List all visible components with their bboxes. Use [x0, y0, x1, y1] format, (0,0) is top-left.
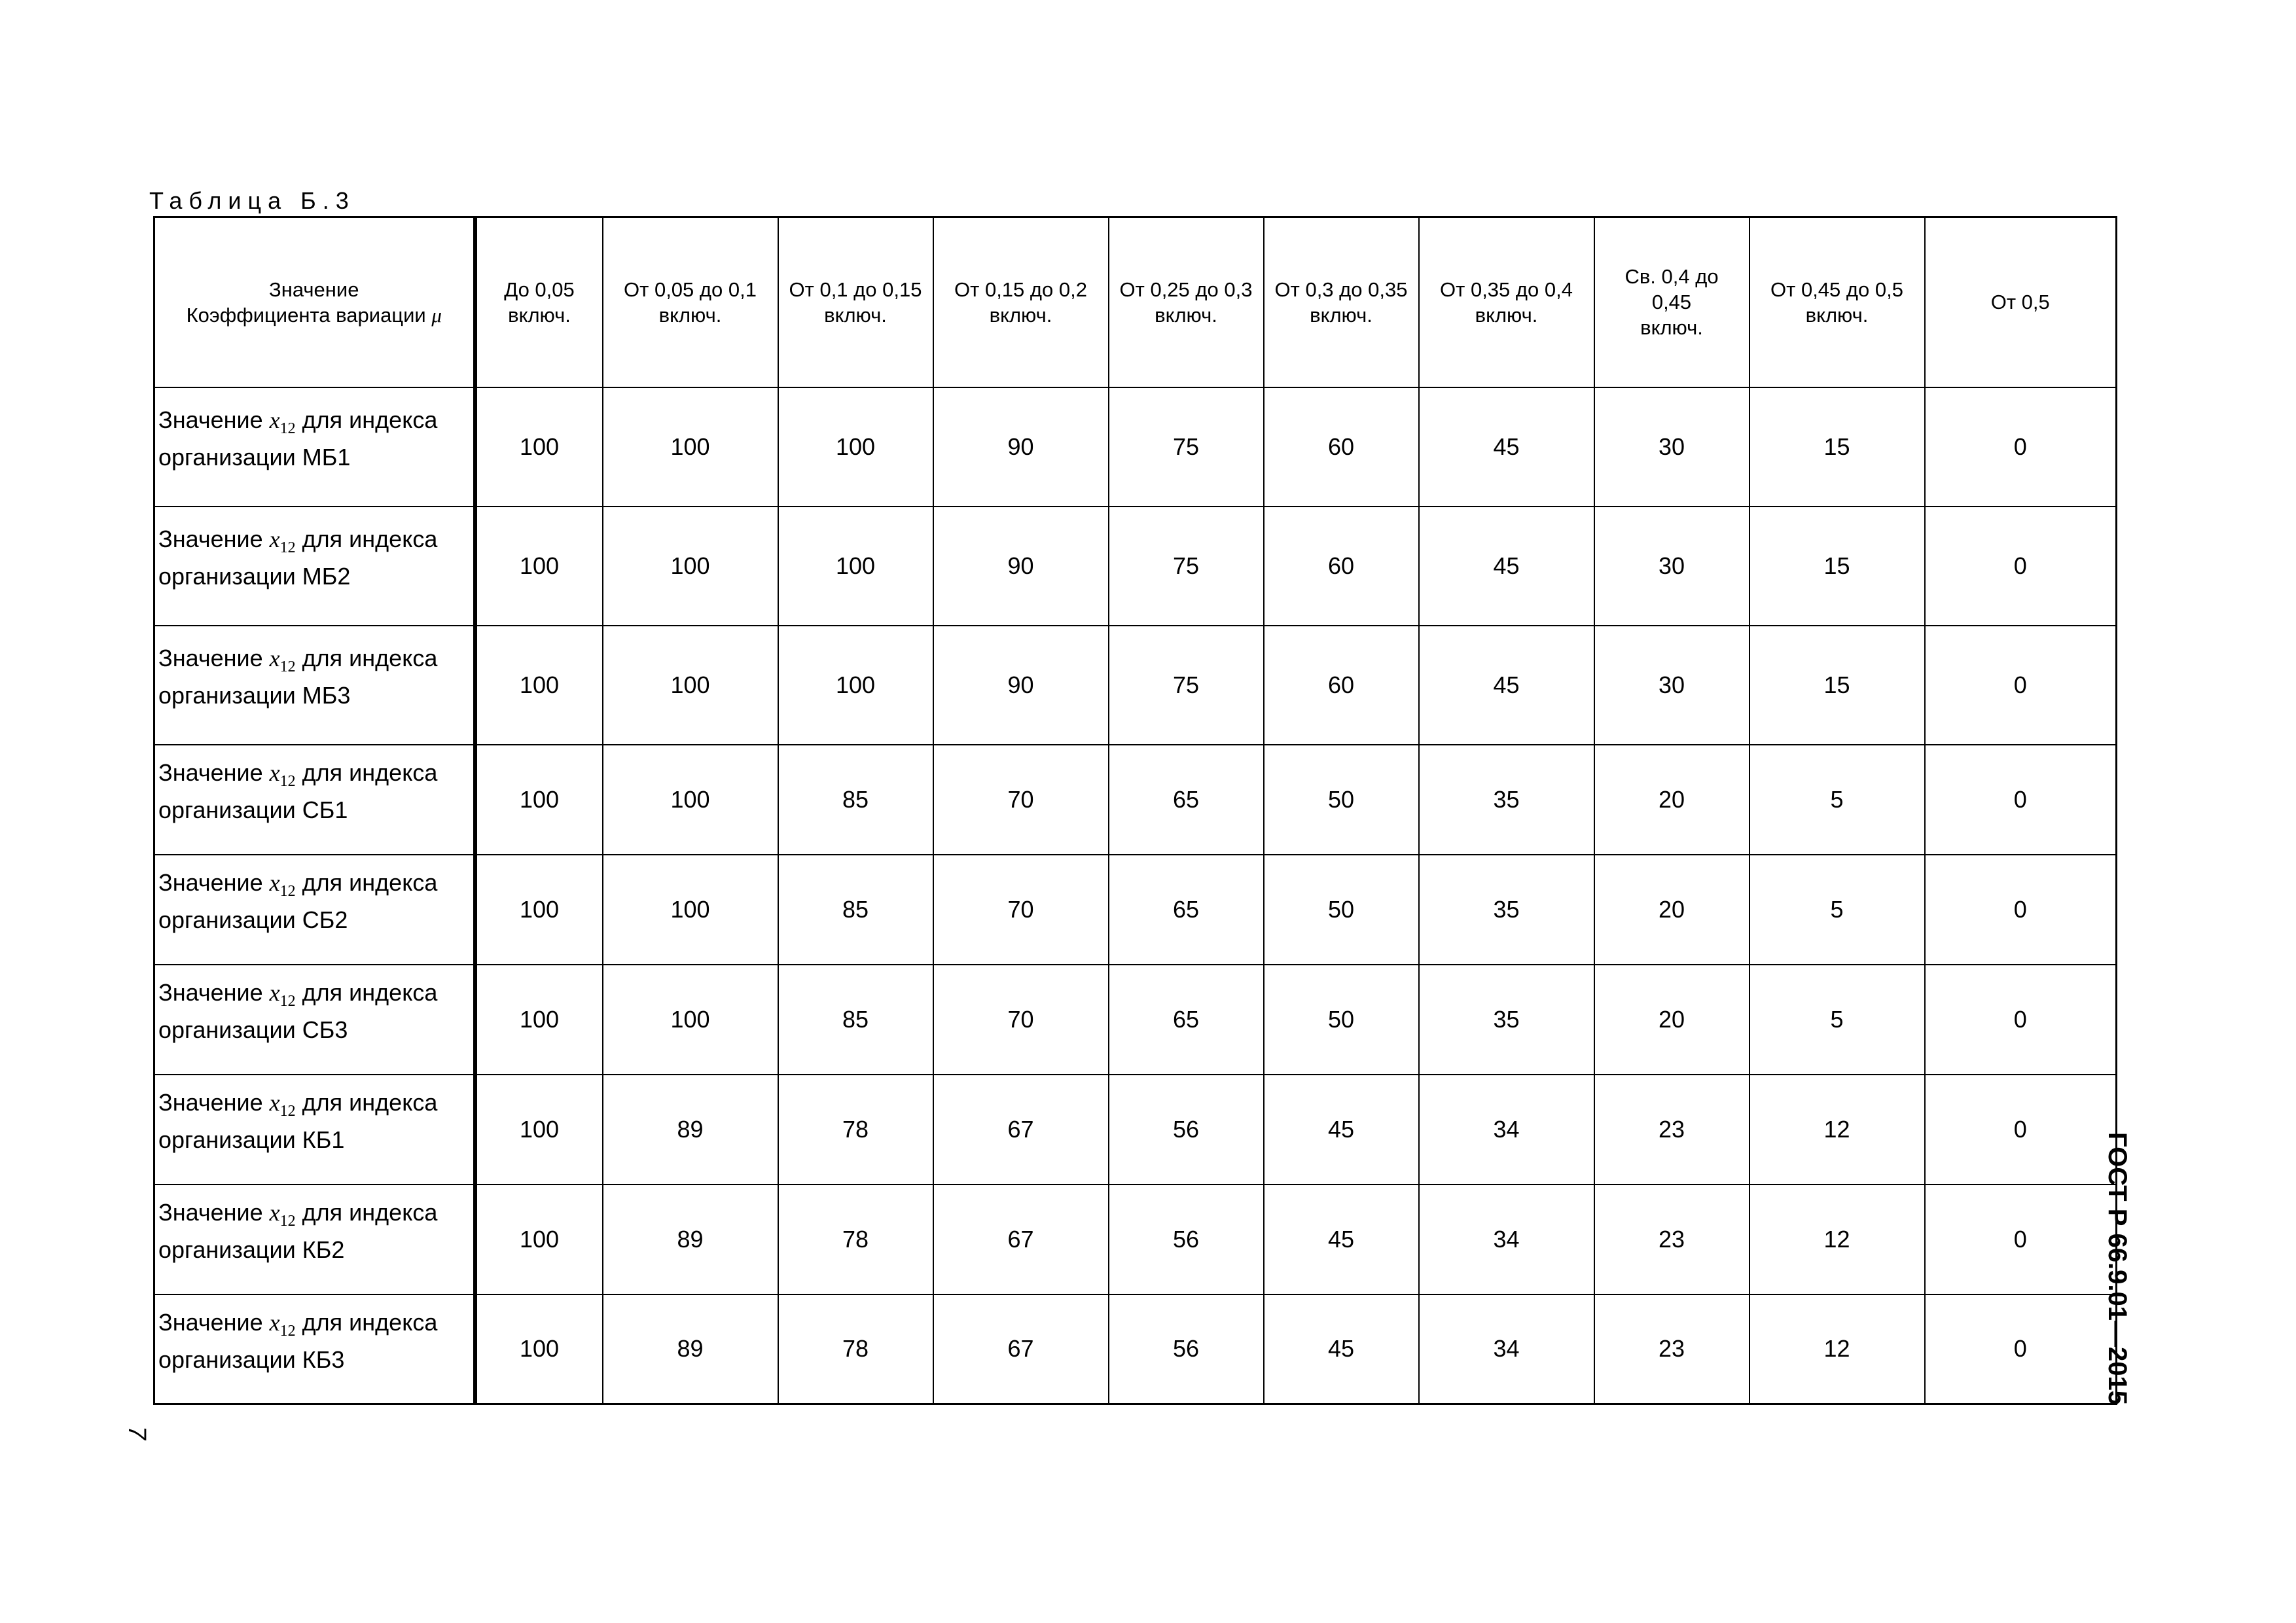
column-header-line2: включ. [989, 303, 1052, 327]
column-header-6 [1264, 217, 1419, 387]
row-label-prefix: Значение [158, 644, 263, 671]
column-header-line3: включ. [1640, 316, 1703, 340]
row-label-line1 [158, 1088, 473, 1126]
column-header-3 [778, 217, 933, 387]
variable-x: x [269, 759, 280, 786]
row-label-prefix: Значение [158, 1198, 263, 1226]
row-label-cell [154, 387, 475, 507]
value-cell: 45 [1419, 387, 1594, 507]
column-header-line1: От 0,15 до 0,2 [954, 277, 1087, 301]
value-cell: 100 [475, 626, 603, 745]
variable-subscript: 12 [279, 420, 296, 438]
row-label-variable [269, 869, 296, 901]
row-org-code: КБ1 [302, 1126, 345, 1154]
value-cell: 0 [1925, 745, 2117, 855]
table-row [154, 965, 2117, 1075]
value-cell: 56 [1109, 1185, 1264, 1294]
value-cell: 23 [1594, 1185, 1749, 1294]
value-cell: 78 [778, 1185, 933, 1294]
value-cell: 89 [603, 1294, 778, 1404]
row-label-prefix: Значение [158, 525, 263, 552]
value-cell: 70 [933, 965, 1109, 1075]
value-cell: 15 [1749, 626, 1925, 745]
value-cell: 45 [1264, 1294, 1419, 1404]
value-cell: 30 [1594, 507, 1749, 626]
header-row [154, 217, 2117, 387]
column-header-line2: 0,45 [1651, 291, 1692, 314]
value-cell: 70 [933, 855, 1109, 965]
column-header-10 [1925, 217, 2117, 387]
column-header-line1: От 0,5 [1990, 291, 2050, 314]
value-cell: 23 [1594, 1075, 1749, 1185]
value-cell: 75 [1109, 507, 1264, 626]
variable-x: x [269, 1199, 280, 1226]
row-label-line1 [158, 406, 473, 443]
value-cell: 100 [475, 1075, 603, 1185]
value-cell: 0 [1925, 1185, 2117, 1294]
value-cell: 90 [933, 507, 1109, 626]
row-org-code: СБ1 [302, 796, 348, 824]
row-label-prefix: Значение [158, 978, 263, 1006]
value-cell: 85 [778, 965, 933, 1075]
variable-x: x [269, 645, 280, 671]
row-label-cell [154, 626, 475, 745]
column-header-line2: включ. [1805, 303, 1869, 327]
value-cell: 90 [933, 626, 1109, 745]
value-cell: 89 [603, 1185, 778, 1294]
row-org-code: МБ3 [302, 682, 351, 709]
variable-x: x [269, 406, 280, 433]
table-row [154, 745, 2117, 855]
table-row [154, 387, 2117, 507]
row-label-line2-prefix: организации [158, 1346, 296, 1373]
value-cell: 100 [603, 745, 778, 855]
column-header-line1: От 0,3 до 0,35 [1274, 277, 1408, 301]
value-cell: 5 [1749, 745, 1925, 855]
row-org-code: МБ2 [302, 563, 351, 590]
value-cell: 0 [1925, 507, 2117, 626]
value-cell: 45 [1419, 626, 1594, 745]
row-label-cell [154, 855, 475, 965]
row-label-line1 [158, 868, 473, 906]
column-header-line1: До 0,05 [504, 277, 575, 301]
row-label-line2 [158, 796, 473, 825]
variable-subscript: 12 [279, 1213, 296, 1230]
value-cell: 56 [1109, 1294, 1264, 1404]
row-label-line1 [158, 758, 473, 796]
value-cell: 78 [778, 1075, 933, 1185]
row-label-cell [154, 1294, 475, 1404]
column-header-9 [1749, 217, 1925, 387]
column-header-line1: Св. 0,4 до [1624, 265, 1719, 289]
value-cell: 65 [1109, 965, 1264, 1075]
value-cell: 20 [1594, 745, 1749, 855]
row-label-prefix: Значение [158, 1308, 263, 1336]
variable-x: x [269, 979, 280, 1006]
table-body [154, 387, 2117, 1404]
table-row [154, 1075, 2117, 1185]
document-code: ГОСТ Р 66.9.01—2015 [2103, 1132, 2132, 1405]
row-label-cell [154, 1075, 475, 1185]
row-label-suffix: для индекса [302, 525, 438, 552]
row-label-line2 [158, 1016, 473, 1044]
row-label-suffix: для индекса [302, 1088, 438, 1116]
value-cell: 15 [1749, 387, 1925, 507]
row-label-line2-prefix: организации [158, 1126, 296, 1154]
row-org-code: СБ3 [302, 1016, 348, 1044]
value-cell: 35 [1419, 855, 1594, 965]
value-cell: 20 [1594, 965, 1749, 1075]
header-label-line2 [155, 302, 473, 328]
value-cell: 30 [1594, 626, 1749, 745]
column-header-2 [603, 217, 778, 387]
value-cell: 12 [1749, 1294, 1925, 1404]
table-row [154, 507, 2117, 626]
value-cell: 0 [1925, 855, 2117, 965]
value-cell: 34 [1419, 1075, 1594, 1185]
page-number: 7 [123, 1425, 151, 1440]
table-row [154, 1185, 2117, 1294]
value-cell: 56 [1109, 1075, 1264, 1185]
column-header-line2: включ. [1310, 303, 1372, 327]
value-cell: 12 [1749, 1185, 1925, 1294]
value-cell: 100 [475, 855, 603, 965]
value-cell: 100 [475, 1294, 603, 1404]
variable-subscript: 12 [279, 773, 296, 791]
column-header-line1: От 0,05 до 0,1 [624, 277, 757, 301]
column-header-line2: включ. [1155, 303, 1217, 327]
row-label-variable [269, 526, 296, 557]
variable-subscript: 12 [279, 658, 296, 676]
row-label-line2 [158, 1126, 473, 1154]
value-cell: 75 [1109, 626, 1264, 745]
row-label-variable [269, 759, 296, 791]
row-label-line2-prefix: организации [158, 906, 296, 934]
value-cell: 75 [1109, 387, 1264, 507]
table-row [154, 1294, 2117, 1404]
value-cell: 45 [1264, 1185, 1419, 1294]
row-label-line1 [158, 1198, 473, 1236]
row-label-line2-prefix: организации [158, 796, 296, 824]
row-label-line2 [158, 906, 473, 935]
variable-subscript: 12 [279, 1322, 296, 1340]
row-label-variable [269, 979, 296, 1010]
variable-subscript: 12 [279, 993, 296, 1010]
row-label-prefix: Значение [158, 758, 263, 786]
row-label-prefix: Значение [158, 868, 263, 896]
column-header-line2: включ. [1475, 303, 1538, 327]
row-label-line2-prefix: организации [158, 563, 296, 590]
column-header-line1: От 0,1 до 0,15 [789, 277, 922, 301]
row-org-code: КБ3 [302, 1346, 345, 1373]
row-label-suffix: для индекса [302, 644, 438, 671]
row-org-code: СБ2 [302, 906, 348, 934]
value-cell: 0 [1925, 965, 2117, 1075]
value-cell: 85 [778, 855, 933, 965]
row-label-variable [269, 1199, 296, 1230]
column-header-4 [933, 217, 1109, 387]
value-cell: 50 [1264, 965, 1419, 1075]
value-cell: 100 [603, 626, 778, 745]
value-cell: 100 [475, 965, 603, 1075]
row-label-prefix: Значение [158, 406, 263, 433]
value-cell: 15 [1749, 507, 1925, 626]
value-cell: 12 [1749, 1075, 1925, 1185]
value-cell: 60 [1264, 626, 1419, 745]
row-label-line2 [158, 443, 473, 472]
value-cell: 60 [1264, 507, 1419, 626]
variable-subscript: 12 [279, 539, 296, 557]
value-cell: 100 [778, 507, 933, 626]
variable-x: x [269, 1309, 280, 1336]
row-label-line2 [158, 1346, 473, 1374]
row-label-line2-prefix: организации [158, 682, 296, 709]
variable-x: x [269, 869, 280, 896]
variable-x: x [269, 526, 280, 552]
value-cell: 0 [1925, 387, 2117, 507]
data-table [153, 216, 2117, 1405]
header-label-text: Коэффициента вариации [186, 303, 426, 327]
value-cell: 65 [1109, 855, 1264, 965]
row-label-variable [269, 645, 296, 676]
value-cell: 60 [1264, 387, 1419, 507]
value-cell: 100 [603, 855, 778, 965]
variable-subscript: 12 [279, 1103, 296, 1120]
value-cell: 50 [1264, 855, 1419, 965]
value-cell: 50 [1264, 745, 1419, 855]
value-cell: 34 [1419, 1294, 1594, 1404]
row-org-code: МБ1 [302, 444, 351, 471]
column-header-1 [475, 217, 603, 387]
row-label-cell [154, 965, 475, 1075]
row-label-line2-prefix: организации [158, 1236, 296, 1264]
value-cell: 100 [475, 1185, 603, 1294]
value-cell: 45 [1419, 507, 1594, 626]
row-label-suffix: для индекса [302, 758, 438, 786]
mu-symbol: μ [431, 303, 442, 327]
value-cell: 5 [1749, 855, 1925, 965]
row-label-variable [269, 1089, 296, 1120]
row-org-code: КБ2 [302, 1236, 345, 1264]
value-cell: 100 [603, 965, 778, 1075]
row-label-prefix: Значение [158, 1088, 263, 1116]
row-label-suffix: для индекса [302, 868, 438, 896]
value-cell: 70 [933, 745, 1109, 855]
column-header-line1: От 0,25 до 0,3 [1119, 277, 1253, 301]
value-cell: 100 [475, 387, 603, 507]
column-header-line1: От 0,35 до 0,4 [1440, 277, 1573, 301]
value-cell: 78 [778, 1294, 933, 1404]
row-label-cell [154, 1185, 475, 1294]
variable-subscript: 12 [279, 883, 296, 901]
value-cell: 23 [1594, 1294, 1749, 1404]
value-cell: 100 [603, 507, 778, 626]
value-cell: 5 [1749, 965, 1925, 1075]
row-label-line1 [158, 644, 473, 681]
value-cell: 45 [1264, 1075, 1419, 1185]
value-cell: 100 [475, 745, 603, 855]
row-label-suffix: для индекса [302, 1198, 438, 1226]
row-label-suffix: для индекса [302, 1308, 438, 1336]
value-cell: 0 [1925, 626, 2117, 745]
table-row [154, 626, 2117, 745]
value-cell: 67 [933, 1185, 1109, 1294]
row-label-line2 [158, 681, 473, 710]
row-label-cell [154, 745, 475, 855]
row-label-suffix: для индекса [302, 978, 438, 1006]
row-label-variable [269, 406, 296, 438]
row-label-line2 [158, 1236, 473, 1264]
value-cell: 30 [1594, 387, 1749, 507]
value-cell: 90 [933, 387, 1109, 507]
value-cell: 67 [933, 1294, 1109, 1404]
value-cell: 34 [1419, 1185, 1594, 1294]
value-cell: 100 [778, 626, 933, 745]
row-label-cell [154, 507, 475, 626]
column-header-8 [1594, 217, 1749, 387]
column-header-5 [1109, 217, 1264, 387]
value-cell: 100 [475, 507, 603, 626]
row-label-line2 [158, 562, 473, 591]
column-header-line1: От 0,45 до 0,5 [1770, 277, 1903, 301]
column-header-line2: включ. [824, 303, 887, 327]
value-cell: 65 [1109, 745, 1264, 855]
header-label-cell [154, 217, 475, 387]
column-header-line2: включ. [508, 303, 571, 327]
value-cell: 0 [1925, 1294, 2117, 1404]
row-label-line1 [158, 978, 473, 1016]
column-header-line2: включ. [658, 303, 722, 327]
value-cell: 67 [933, 1075, 1109, 1185]
value-cell: 35 [1419, 965, 1594, 1075]
row-label-line1 [158, 525, 473, 562]
value-cell: 85 [778, 745, 933, 855]
table-row [154, 855, 2117, 965]
value-cell: 0 [1925, 1075, 2117, 1185]
row-label-line2-prefix: организации [158, 1016, 296, 1044]
row-label-suffix: для индекса [302, 406, 438, 433]
table-caption: Таблица Б.3 [149, 187, 355, 214]
value-cell: 100 [778, 387, 933, 507]
row-label-line2-prefix: организации [158, 444, 296, 471]
row-label-variable [269, 1309, 296, 1340]
value-cell: 20 [1594, 855, 1749, 965]
value-cell: 89 [603, 1075, 778, 1185]
value-cell: 100 [603, 387, 778, 507]
row-label-line1 [158, 1308, 473, 1346]
value-cell: 35 [1419, 745, 1594, 855]
variable-x: x [269, 1089, 280, 1116]
column-header-7 [1419, 217, 1594, 387]
header-label-line1: Значение [269, 277, 359, 301]
